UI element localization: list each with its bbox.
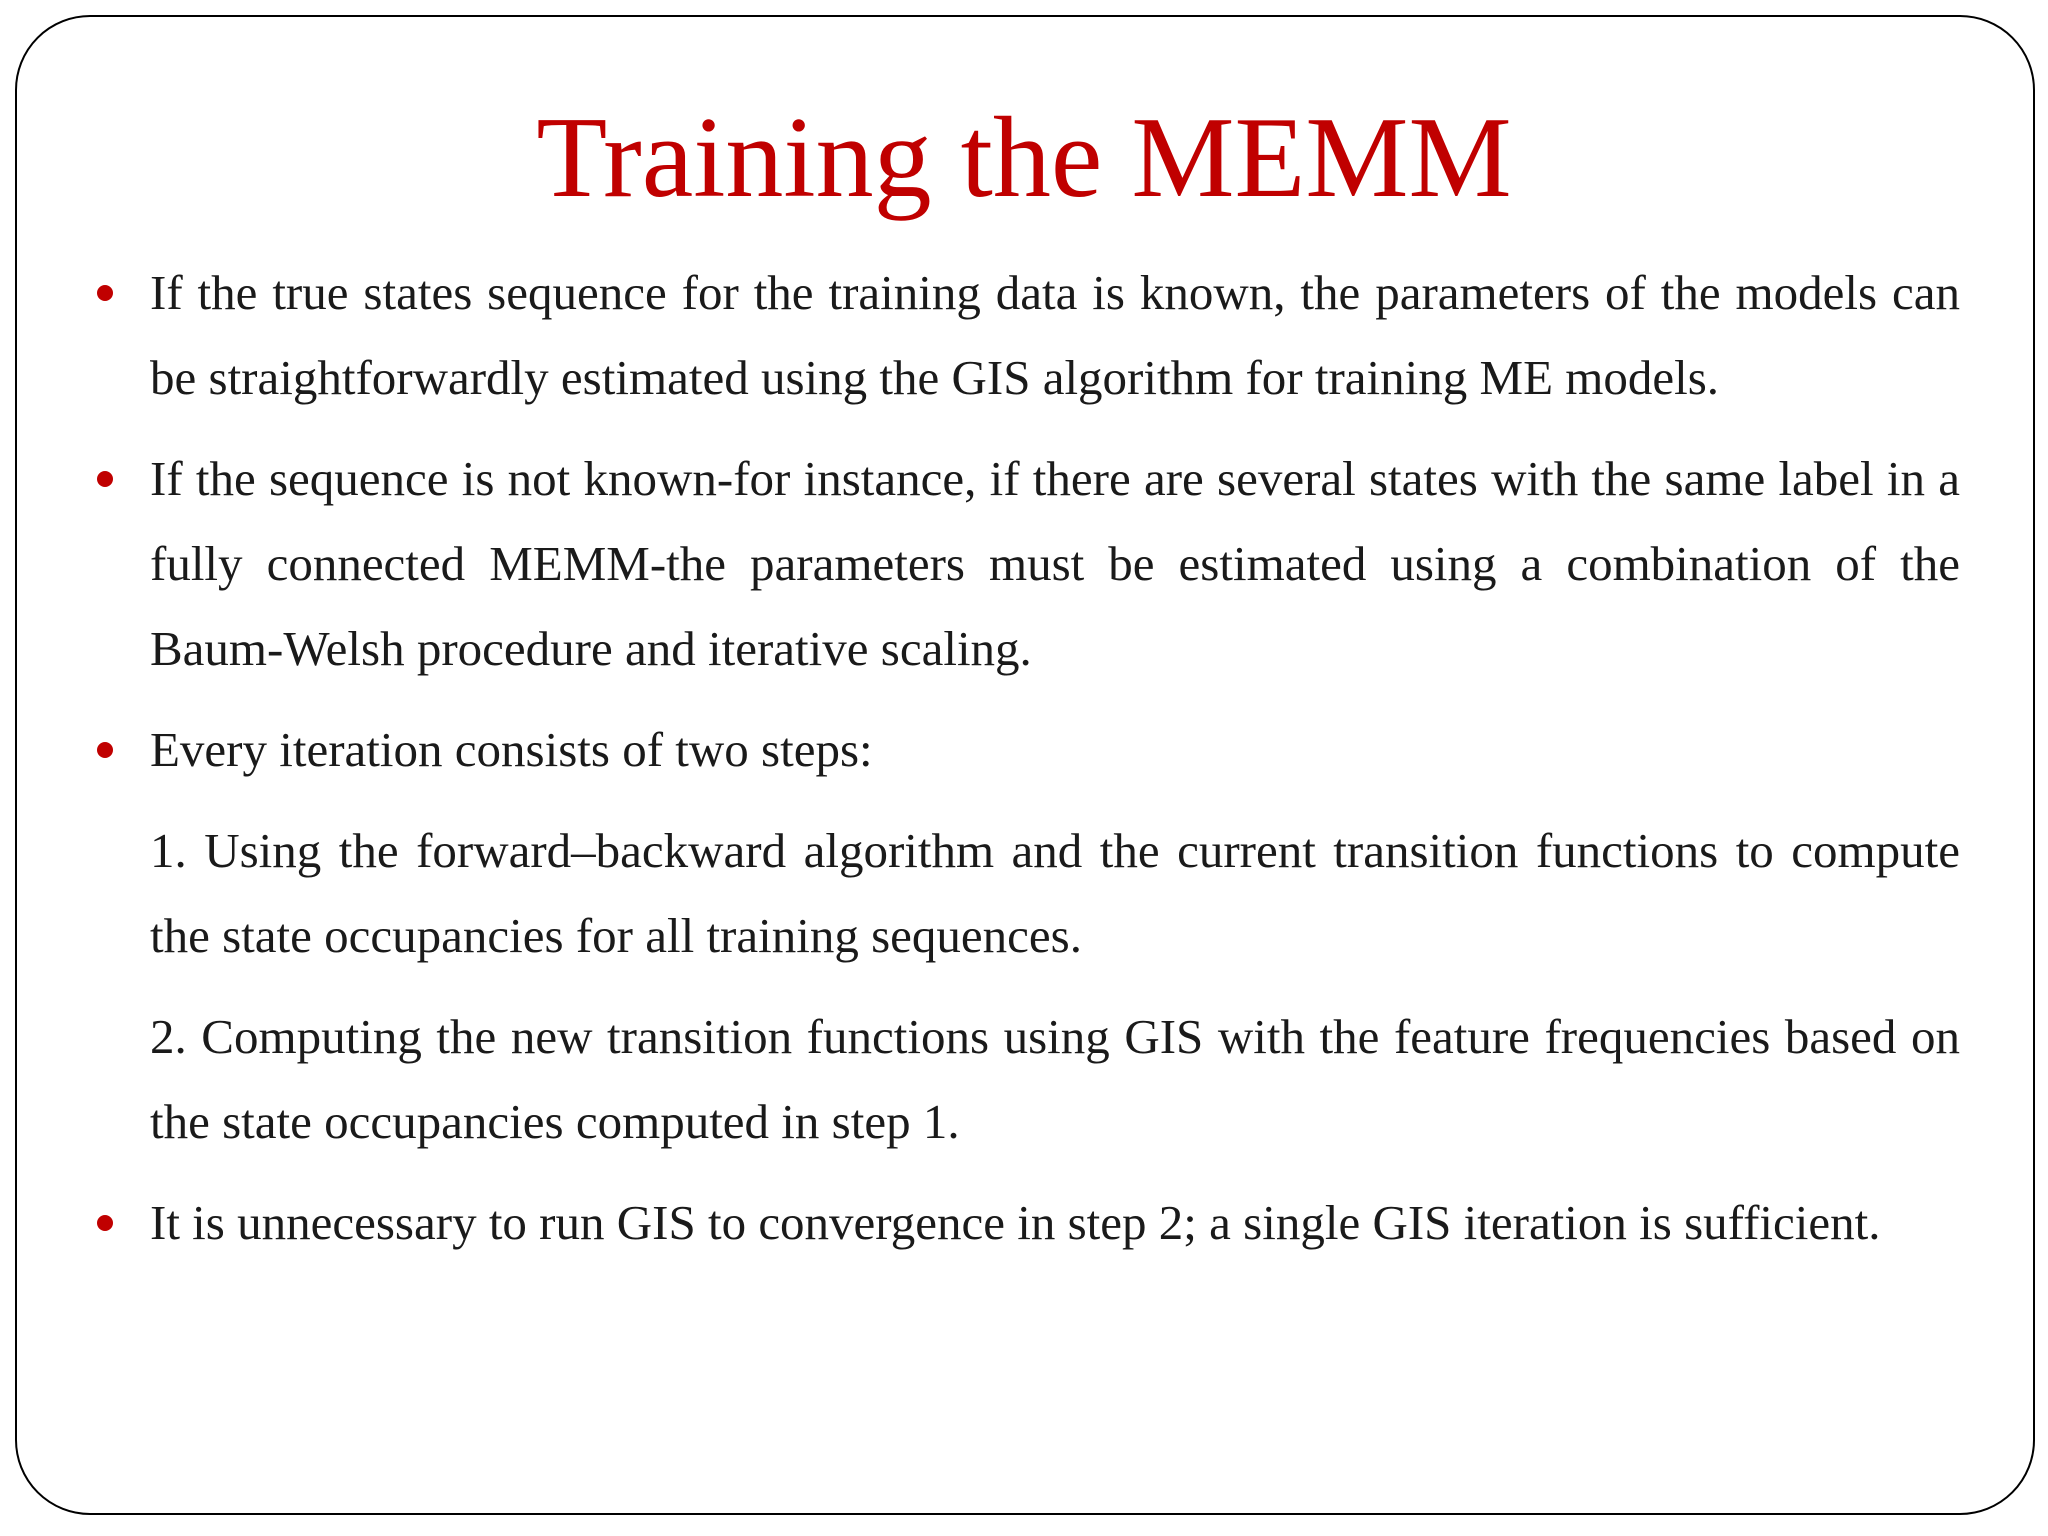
bullet-text: Every iteration consists of two steps: — [150, 722, 873, 777]
bullet-item — [150, 707, 1960, 792]
step-item — [150, 994, 1960, 1164]
bullet-text: If the true states sequence for the training data is known, the parameters of the models can be straightforwardly estimated using the GIS algorithm for training ME models. — [150, 265, 1960, 405]
bullet-item — [150, 250, 1960, 420]
step-text: 2. Computing the new transition functions using GIS with the feature frequencies based on the state occupancies computed in step 1. — [150, 1009, 1960, 1149]
bullet-dot-icon — [97, 285, 113, 301]
bullet-dot-icon — [97, 1215, 113, 1231]
bullet-dot-icon — [97, 742, 113, 758]
step-item — [150, 808, 1960, 978]
bullet-item — [150, 1180, 1960, 1265]
slide-content — [150, 250, 1960, 1281]
bullet-text: It is unnecessary to run GIS to convergence in step 2; a single GIS iteration is sufficient. — [150, 1195, 1881, 1250]
bullet-text: If the sequence is not known-for instance, if there are several states with the same label in a fully connected MEMM-the parameters must be estimated using a combination of the Baum-Welsh procedure and iterative scaling. — [150, 451, 1960, 676]
slide-title: Training the MEMM — [536, 94, 1512, 222]
bullet-item — [150, 436, 1960, 691]
step-text: 1. Using the forward–backward algorithm and the current transition functions to compute the state occupancies for all training sequences. — [150, 823, 1960, 963]
bullet-dot-icon — [97, 471, 113, 487]
